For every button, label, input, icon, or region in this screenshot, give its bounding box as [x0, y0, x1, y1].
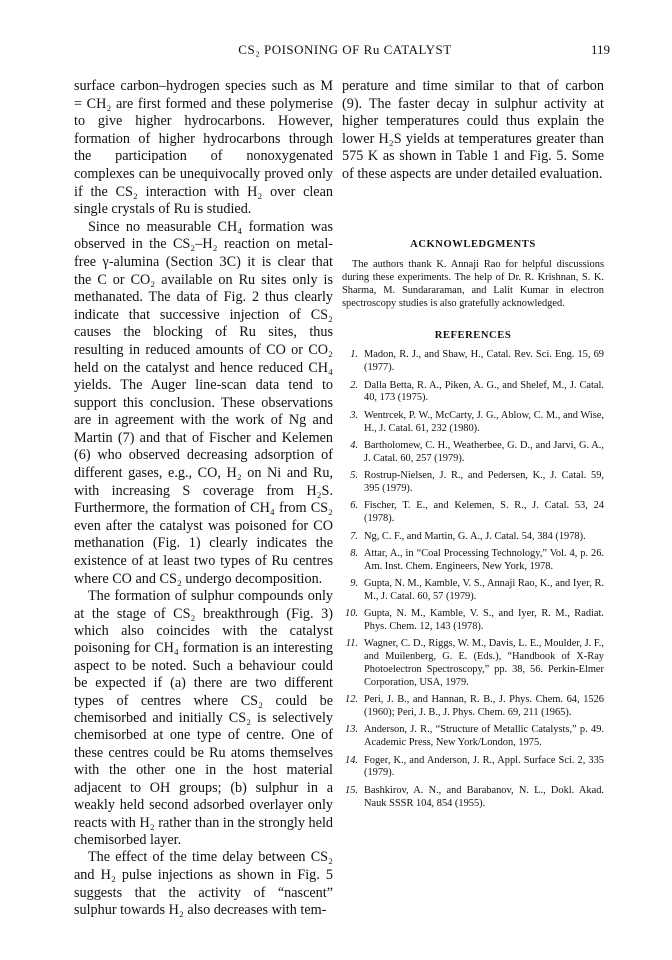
reference-number: 6.	[350, 500, 358, 512]
reference-item	[342, 380, 604, 406]
reference-item	[342, 531, 604, 544]
reference-number: 9.	[350, 578, 358, 590]
reference-item	[342, 694, 604, 720]
reference-text: Gupta, N. M., Kamble, V. S., Annaji Rao, K., and Iyer, R. M., J. Catal. 60, 57 (1979).	[364, 578, 604, 602]
body-paragraph: Since no measurable CH₄ formation was observed in the CS₂–H₂ reaction on metal-free γ-alumina (Section 3C) it is clear that the C or CO₂ available on Ru sites only is methanated. The data of Fig. 2 thus clearly indicate that successive injection of CS₂ causes the blocking of Ru sites, thus resulting in reduced amounts of CO or CO₂ held on the catalyst and hence reduced CH₄ yields. The Auger line-scan data tend to support this conclusion. These observations are in agreement with the work of Ng and Martin (7) and that of Fischer and Kelemen (6) who observed decreasing adsorption of different gases, e.g., CO, H₂ on Ni and Ru, with increasing S coverage from H₂S. Furthermore, the formation of CH₄ from CS₂ even after the catalyst was poisoned for CO methanation (Fig. 1) clearly indicates the existence of at least two types of Ru centres where CO and CS₂ undergo decomposition.	[74, 218, 333, 587]
body-paragraph: surface carbon–hydrogen species such as M = CH₂ are first formed and these polymerise to give higher hydrocarbons. However, formation of higher hydrocarbons through the participation of nonoxygenated complexes can be unequivocally proved only if the CS₂ interaction with H₂ over clean single crystals of Ru is studied.	[74, 78, 333, 218]
body-paragraph: The formation of sulphur compounds only at the stage of CS₂ breakthrough (Fig. 3) which also coincides with the catalyst poisoning for CH₄ formation is an interesting aspect to be noted. Such a behaviour could be expected if (a) there are two different types of centres where CS₂ could be chemisorbed and initially CS₂ is selectively chemisorbed at one type of centre. One of these centres could be Ru atoms themselves with the other one in the host material adjacent to OH groups; (b) sulphur in a weakly held second adsorbed overlayer only reacts with H₂ rather than in the strongly held chemisorbed layer.	[74, 588, 333, 848]
reference-number: 1.	[350, 349, 358, 361]
acknowledgments-text: The authors thank K. Annaji Rao for helpful discussions during these experiments. The help of Dr. R. Krishnan, S. K. Sharma, M. Sundararaman, and Lalit Kumar in electron spectroscopy studies is also gratefully acknowledged.	[342, 258, 604, 310]
reference-text: Wagner, C. D., Riggs, W. M., Davis, L. E., Moulder, J. F., and Muilenberg, G. E. (Eds.), “Handbook of X-Ray Photoelectron Spectroscopy,” pp. 38, 56. Perkin-Elmer Corporation, USA, 1979.	[364, 638, 604, 688]
reference-text: Bashkirov, A. N., and Barabanov, N. L., Dokl. Akad. Nauk SSSR 104, 854 (1955).	[364, 784, 604, 809]
reference-text: Wentrcek, P. W., McCarty, J. G., Ablow, C. M., and Wise, H., J. Catal. 61, 232 (1980).	[364, 409, 604, 434]
reference-text: Madon, R. J., and Shaw, H., Catal. Rev. Sci. Eng. 15, 69 (1977).	[364, 349, 604, 374]
reference-text: Fischer, T. E., and Kelemen, S. R., J. Catal. 53, 24 (1978).	[364, 500, 604, 525]
reference-number: 15.	[345, 784, 358, 796]
reference-item	[342, 724, 604, 750]
reference-item	[342, 548, 604, 574]
reference-number: 3.	[350, 409, 358, 421]
body-paragraph: perature and time similar to that of carbon (9). The faster decay in sulphur activity at higher temperatures could thus explain the lower H₂S yields at temperatures greater than 575 K as shown in Table 1 and Fig. 5. Some of these aspects are under detailed evaluation.	[342, 78, 604, 182]
reference-number: 10.	[345, 608, 358, 620]
reference-item	[342, 755, 604, 781]
reference-text: Ng, C. F., and Martin, G. A., J. Catal. 54, 384 (1978).	[364, 530, 586, 542]
reference-item	[342, 440, 604, 466]
reference-number: 7.	[350, 530, 358, 542]
reference-text: Bartholomew, C. H., Weatherbee, G. D., and Jarvi, G. A., J. Catal. 60, 257 (1979).	[364, 439, 604, 464]
reference-number: 12.	[345, 694, 358, 706]
reference-item	[342, 470, 604, 496]
body-paragraph: The effect of the time delay between CS₂ and H₂ pulse injections as shown in Fig. 5 suggests that the activity of “nascent” sulphur towards H₂ also decreases with tem-	[74, 849, 333, 919]
page-number: 119	[590, 42, 610, 57]
reference-text: Peri, J. B., and Hannan, R. B., J. Phys. Chem. 64, 1526 (1960); Peri, J. B., J. Phys. Chem. 69, 211 (1965).	[364, 694, 604, 719]
left-column	[74, 78, 333, 920]
reference-item	[342, 785, 604, 811]
reference-item	[342, 410, 604, 436]
page-header	[78, 42, 612, 60]
reference-number: 14.	[345, 754, 358, 766]
reference-list	[342, 349, 604, 810]
reference-text: Anderson, J. R., “Structure of Metallic Catalysts,” p. 49. Academic Press, New York/London, 1975.	[364, 724, 604, 749]
reference-item	[342, 500, 604, 526]
running-title: CS₂ POISONING OF Ru CATALYST	[238, 42, 452, 57]
reference-text: Foger, K., and Anderson, J. R., Appl. Surface Sci. 2, 335 (1979).	[364, 754, 604, 779]
reference-text: Gupta, N. M., Kamble, V. S., and Iyer, R. M., Radiat. Phys. Chem. 12, 143 (1978).	[364, 608, 604, 633]
reference-item	[342, 349, 604, 375]
reference-number: 11.	[345, 638, 358, 650]
reference-text: Attar, A., in “Coal Processing Technology,” Vol. 4, p. 26. Am. Inst. Chem. Engineers, New York, 1978.	[364, 547, 604, 572]
references-heading: REFERENCES	[434, 330, 512, 342]
reference-item	[342, 578, 604, 604]
reference-item	[342, 608, 604, 634]
acknowledgments-heading: ACKNOWLEDGMENTS	[410, 238, 536, 250]
reference-number: 13.	[345, 724, 358, 736]
reference-number: 2.	[350, 379, 358, 391]
reference-number: 4.	[350, 439, 358, 451]
reference-text: Dalla Betta, R. A., Piken, A. G., and Shelef, M., J. Catal. 40, 173 (1975).	[364, 379, 604, 404]
reference-text: Rostrup-Nielsen, J. R., and Pedersen, K., J. Catal. 59, 395 (1979).	[364, 470, 604, 494]
reference-number: 8.	[350, 547, 358, 559]
reference-number: 5.	[350, 470, 358, 482]
reference-item	[342, 638, 604, 689]
right-column	[342, 78, 604, 815]
